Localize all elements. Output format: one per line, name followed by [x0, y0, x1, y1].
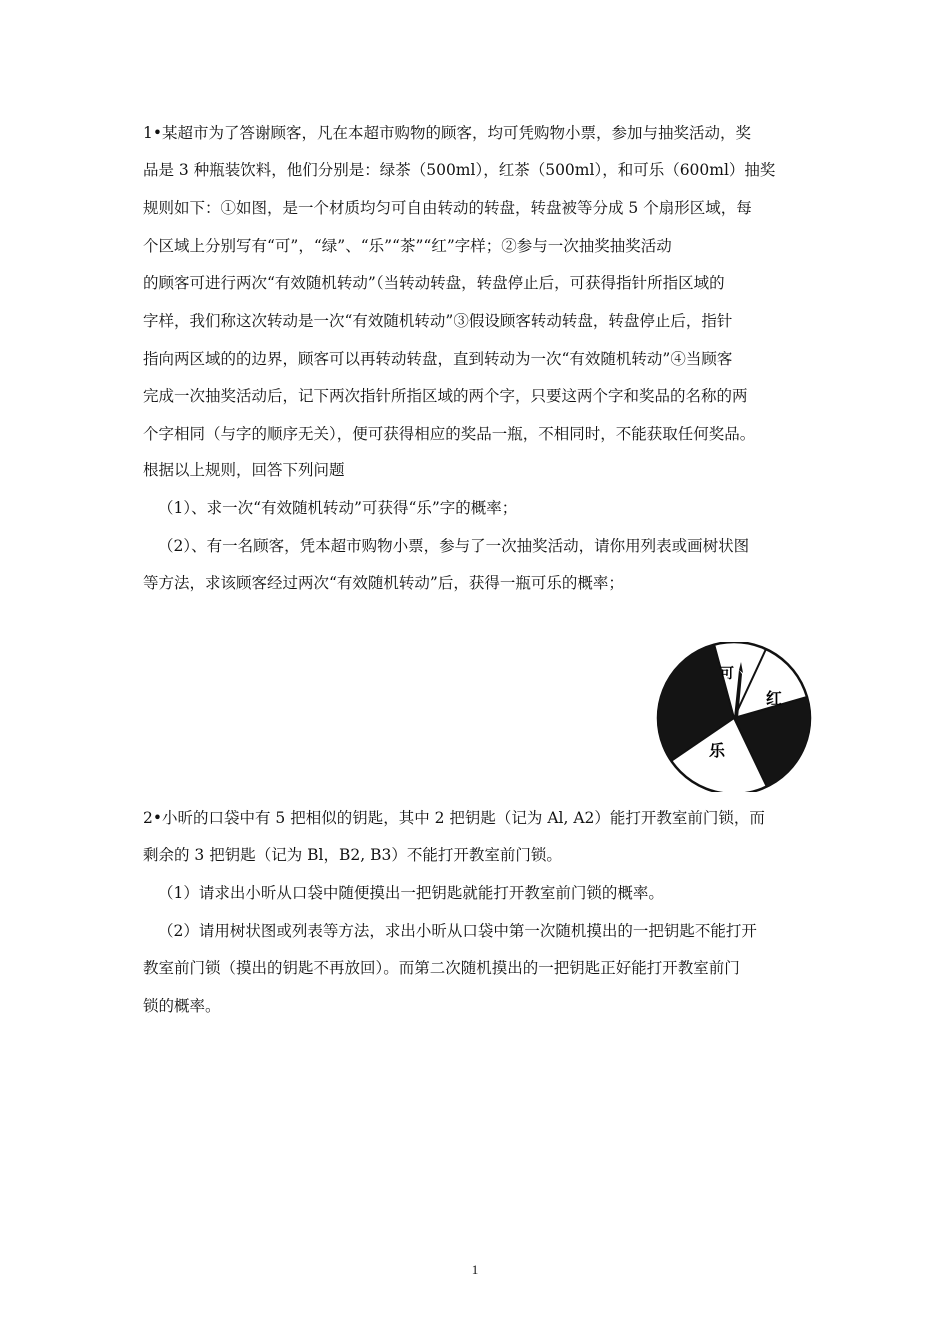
- problem1-line-10: 根据以上规则，回答下列问题: [143, 461, 345, 479]
- problem1-line-2: 品是 3 种瓶装饮料，他们分别是：绿茶（500ml），红茶（500ml），和可乐（600ml）抽奖: [143, 161, 776, 179]
- problem1-line-3: 规则如下：①如图，是一个材质均匀可自由转动的转盘，转盘被等分成 5 个扇形区域，每: [143, 199, 752, 217]
- sector-label-le: 乐: [709, 741, 726, 760]
- problem1-line-1: 1•某超市为了答谢顾客，凡在本超市购物的顾客，均可凭购物小票，参加与抽奖活动，奖: [143, 124, 752, 142]
- problem1-line-4: 个区域上分别写有“可”，“绿”、“乐”“茶”“红”字样；②参与一次抽奖抽奖活动: [143, 237, 672, 255]
- page-number: 1: [471, 1262, 479, 1277]
- spinner-figure: [654, 642, 814, 792]
- problem1-question-2-line-2: 等方法，求该顾客经过两次“有效随机转动”后，获得一瓶可乐的概率；: [143, 574, 624, 592]
- problem2-question-1: （1）请求出小昕从口袋中随便摸出一把钥匙就能打开教室前门锁的概率。: [158, 884, 664, 902]
- sector-label-hong: 红: [766, 689, 783, 708]
- problem2-line-1: 2•小昕的口袋中有 5 把相似的钥匙，其中 2 把钥匙（记为 Al, A2）能打开教室前门锁，而: [143, 809, 765, 827]
- problem1-line-7: 指向两区域的的边界，顾客可以再转动转盘，直到转动为一次“有效随机转动”④当顾客: [143, 350, 733, 368]
- spinner-svg: [654, 642, 814, 792]
- problem1-question-2-line-1: （2）、有一名顾客，凭本超市购物小票，参与了一次抽奖活动，请你用列表或画树状图: [158, 537, 750, 555]
- problem1-line-8: 完成一次抽奖活动后，记下两次指针所指区域的两个字，只要这两个字和奖品的名称的两: [143, 387, 748, 405]
- problem2-line-2: 剩余的 3 把钥匙（记为 Bl，B2, B3）不能打开教室前门锁。: [143, 846, 562, 864]
- sector-label-ke: 可: [720, 666, 734, 682]
- problem2-question-2-line-1: （2）请用树状图或列表等方法，求出小昕从口袋中第一次随机摸出的一把钥匙不能打开: [158, 922, 757, 940]
- problem2-question-2-line-3: 锁的概率。: [143, 997, 221, 1015]
- problem2-question-2-line-2: 教室前门锁（摸出的钥匙不再放回）。而第二次随机摸出的一把钥匙正好能打开教室前门: [143, 959, 740, 977]
- problem1-line-6: 字样，我们称这次转动是一次“有效随机转动”③假设顾客转动转盘，转盘停止后，指针: [143, 312, 733, 330]
- problem1-line-9: 个字相同（与字的顺序无关），便可获得相应的奖品一瓶，不相同时，不能获取任何奖品。: [143, 425, 756, 443]
- problem1-line-5: 的顾客可进行两次“有效随机转动”（当转动转盘，转盘停止后，可获得指针所指区域的: [143, 274, 725, 292]
- problem1-question-1: （1）、求一次“有效随机转动”可获得“乐”字的概率；: [158, 499, 518, 517]
